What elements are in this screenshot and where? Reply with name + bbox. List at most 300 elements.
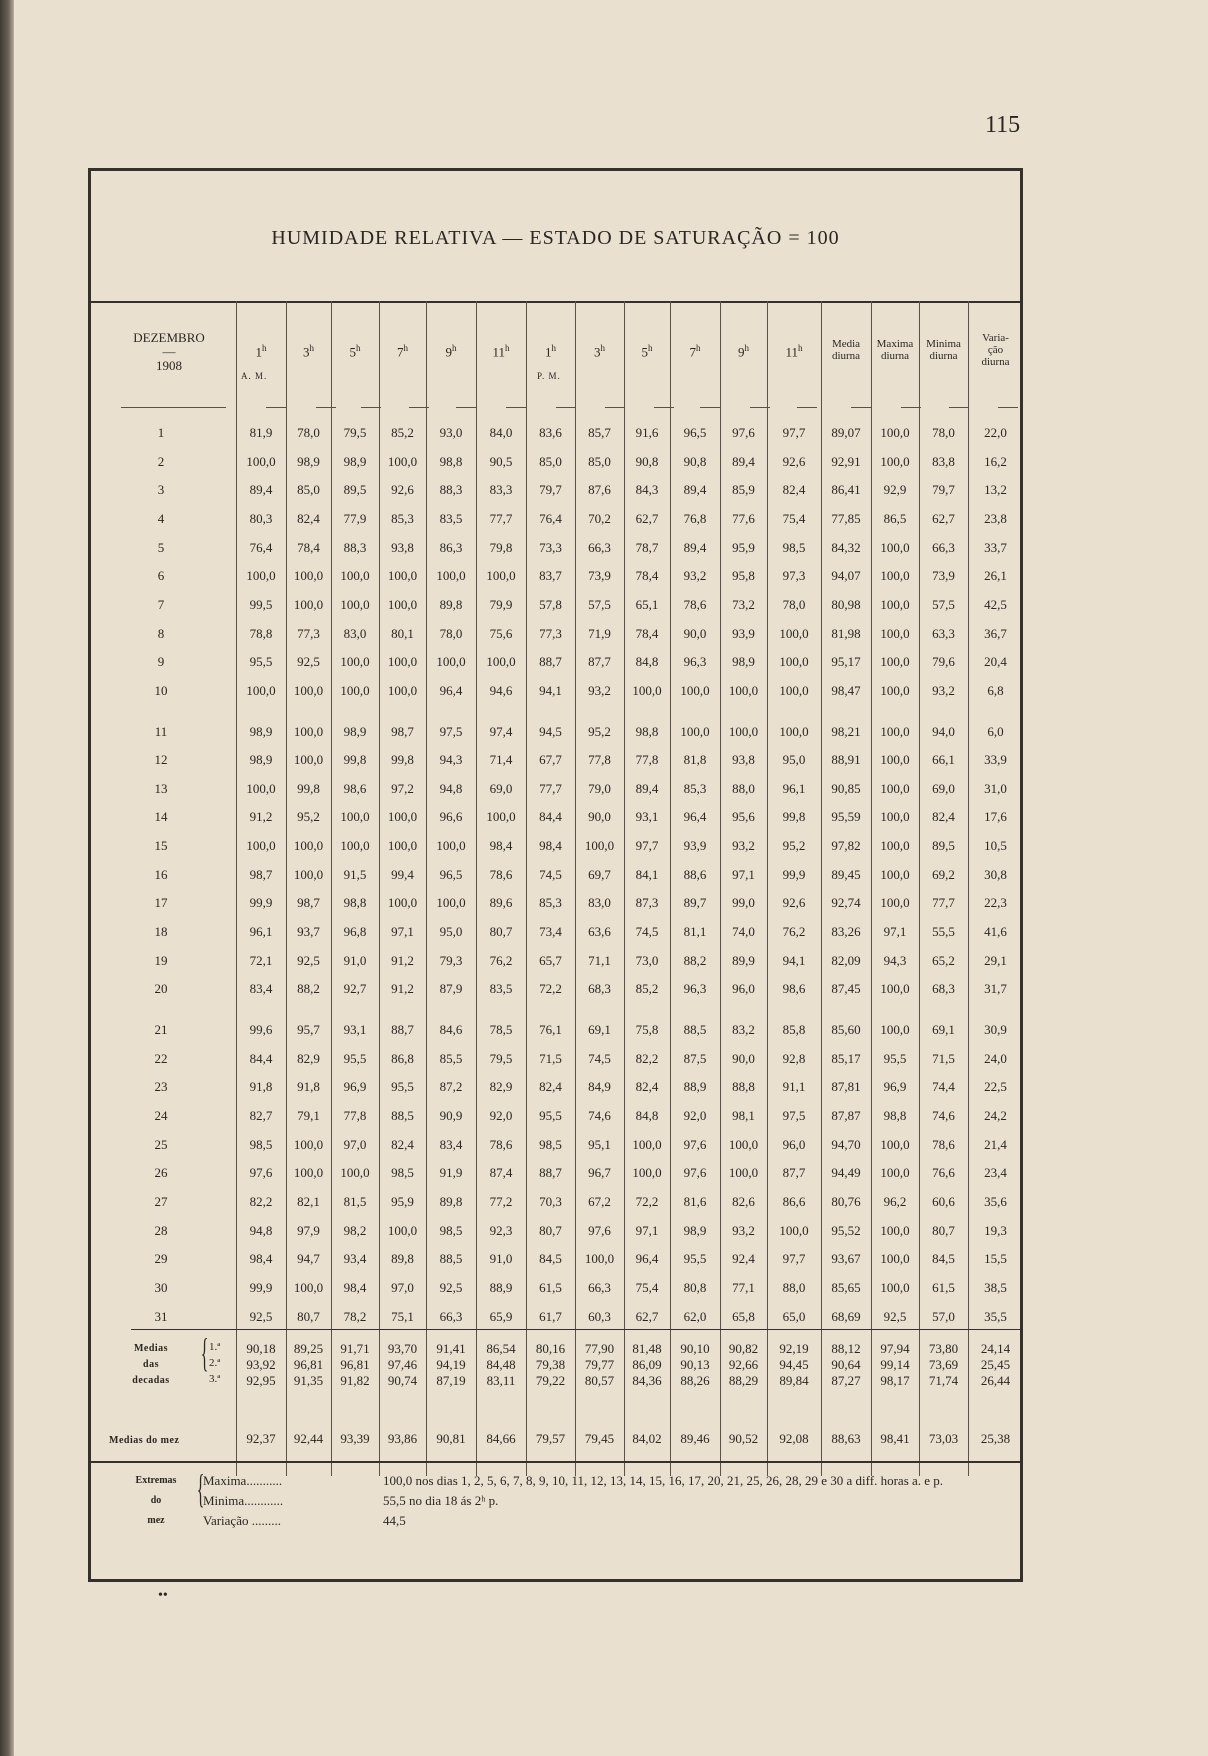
table-cell: 100,0 <box>880 425 910 440</box>
decade-cell: 93,70 <box>387 1341 418 1356</box>
header-underline <box>605 407 625 408</box>
table-cell: 15,5 <box>984 1251 1007 1267</box>
table-cell: 83,3 <box>489 482 513 498</box>
table-cell: 89,8 <box>439 1193 463 1209</box>
decade-cell: 88,12 <box>831 1341 861 1356</box>
column-rule <box>624 301 625 1476</box>
table-cell: 100,0 <box>880 1136 910 1152</box>
table-cell: 90,5 <box>489 453 513 469</box>
header-underline <box>654 407 674 408</box>
table-cell: 69,1 <box>932 1022 955 1037</box>
table-cell: 22,5 <box>984 1079 1007 1095</box>
table-cell: 99,8 <box>782 809 806 825</box>
table-cell: 92,5 <box>297 952 320 968</box>
table-cell: 88,9 <box>683 1079 707 1095</box>
table-cell: 100,0 <box>293 723 324 739</box>
day-number: 9 <box>157 654 165 670</box>
table-cell: 93,2 <box>588 682 611 698</box>
table-cell: 76,4 <box>539 510 562 526</box>
table-cell: 98,7 <box>297 895 320 911</box>
hour-header <box>331 341 379 359</box>
table-cell: 17,6 <box>984 809 1007 825</box>
table-cell: 100,0 <box>880 780 910 796</box>
day-number: 25 <box>154 1136 168 1152</box>
table-cell: 93,0 <box>439 425 463 440</box>
header-underline <box>797 407 817 408</box>
table-cell: 86,3 <box>439 539 463 555</box>
table-cell: 90,0 <box>588 809 611 825</box>
table-cell: 68,69 <box>831 1308 861 1324</box>
decade-cell: 90,82 <box>728 1341 759 1356</box>
decade-cell: 26,44 <box>980 1373 1011 1388</box>
table-cell: 100,0 <box>880 625 910 641</box>
table-cell: 98,21 <box>831 723 861 739</box>
table-cell: 85,17 <box>831 1050 861 1066</box>
table-cell: 86,8 <box>391 1050 414 1066</box>
decades-label: Medias <box>133 1343 169 1354</box>
table-cell: 74,5 <box>588 1050 611 1066</box>
table-cell: 98,5 <box>439 1222 463 1238</box>
column-rule <box>331 301 332 1476</box>
table-cell: 63,3 <box>932 625 955 641</box>
table-cell: 73,4 <box>539 924 562 940</box>
table-cell: 97,4 <box>489 723 513 739</box>
table-cell: 78,6 <box>932 1136 955 1152</box>
table-cell: 94,7 <box>297 1251 320 1267</box>
table-cell: 100,0 <box>293 1165 324 1181</box>
table-cell: 95,7 <box>297 1022 320 1037</box>
table-cell: 91,1 <box>782 1079 806 1095</box>
table-cell: 75,1 <box>391 1308 414 1324</box>
table-cell: 23,8 <box>984 510 1007 526</box>
table-cell: 93,2 <box>683 568 707 584</box>
table-cell: 81,6 <box>683 1193 707 1209</box>
column-rule <box>767 301 768 1476</box>
table-cell: 100,0 <box>387 1222 418 1238</box>
table-cell: 80,1 <box>391 625 414 641</box>
table-cell: 95,17 <box>831 654 861 670</box>
table-cell: 97,6 <box>683 1136 707 1152</box>
hour-number: 7 <box>689 344 696 360</box>
maxima-header-line: Maxima <box>876 338 914 350</box>
header-underline <box>121 407 226 408</box>
pm-label: P. M. <box>537 371 561 381</box>
table-cell: 100,0 <box>246 838 276 854</box>
decade-cell: 88,26 <box>680 1373 710 1388</box>
decade-cell: 77,90 <box>584 1341 615 1356</box>
table-cell: 87,7 <box>588 654 611 670</box>
table-cell: 85,3 <box>539 895 562 911</box>
decades-label: das <box>143 1359 159 1370</box>
table-cell: 74,6 <box>932 1107 955 1123</box>
table-cell: 6,8 <box>987 682 1004 698</box>
decade-cell: 91,35 <box>293 1373 324 1388</box>
table-cell: 90,8 <box>683 453 707 469</box>
table-cell: 67,2 <box>588 1193 611 1209</box>
table-cell: 89,4 <box>732 453 755 469</box>
header-underline <box>361 407 381 408</box>
table-cell: 77,8 <box>588 752 611 768</box>
table-cell: 98,4 <box>343 1279 367 1295</box>
maxima-header-line: diurna <box>880 350 910 362</box>
table-cell: 91,8 <box>249 1079 273 1095</box>
table-cell: 65,2 <box>932 952 955 968</box>
table-cell: 79,5 <box>343 425 367 440</box>
hour-number: 3 <box>303 344 310 360</box>
hour-header <box>575 341 624 359</box>
table-cell: 72,2 <box>539 981 562 997</box>
table-cell: 79,8 <box>489 539 513 555</box>
table-cell: 97,7 <box>782 425 806 440</box>
table-cell: 78,4 <box>635 568 659 584</box>
table-cell: 89,45 <box>831 866 861 882</box>
table-cell: 84,5 <box>932 1251 955 1267</box>
table-cell: 98,9 <box>343 723 367 739</box>
table-cell: 87,45 <box>831 981 861 997</box>
table-cell: 93,9 <box>732 625 755 641</box>
table-cell: 100,0 <box>779 654 809 670</box>
table-cell: 66,3 <box>439 1308 463 1324</box>
summary-top-rule <box>131 1329 1021 1330</box>
table-cell: 63,6 <box>588 924 611 940</box>
table-cell: 98,8 <box>439 453 463 469</box>
decade-number: 3.ª <box>209 1373 221 1385</box>
header-underline <box>316 407 336 408</box>
media-header-line: diurna <box>831 350 861 362</box>
year-label: 1908 <box>156 358 182 373</box>
decade-cell: 93,92 <box>246 1357 276 1372</box>
table-cell: 100,0 <box>779 682 809 698</box>
day-number: 28 <box>154 1222 168 1238</box>
table-cell: 97,9 <box>297 1222 320 1238</box>
table-cell: 99,8 <box>297 780 320 796</box>
table-cell: 78,4 <box>635 625 659 641</box>
table-cell: 87,7 <box>782 1165 806 1181</box>
day-number: 26 <box>154 1165 168 1181</box>
table-cell: 100,0 <box>486 568 516 584</box>
table-cell: 92,6 <box>782 453 806 469</box>
hour-number: 3 <box>594 344 601 360</box>
day-number: 8 <box>157 625 165 641</box>
table-cell: 100,0 <box>584 838 615 854</box>
table-cell: 79,1 <box>297 1107 320 1123</box>
month-mean-cell: 92,08 <box>779 1431 809 1446</box>
table-cell: 85,0 <box>297 482 320 498</box>
table-cell: 84,3 <box>635 482 659 498</box>
table-cell: 89,7 <box>683 895 707 911</box>
table-cell: 85,2 <box>635 981 659 997</box>
table-cell: 98,4 <box>249 1251 273 1267</box>
day-number: 7 <box>157 596 165 612</box>
table-cell: 88,2 <box>297 981 320 997</box>
table-cell: 78,0 <box>782 596 806 612</box>
table-cell: 31,0 <box>984 780 1007 796</box>
decade-cell: 80,57 <box>584 1373 615 1388</box>
column-rule <box>379 301 380 1476</box>
hour-number: 11 <box>492 344 506 360</box>
table-cell: 84,4 <box>249 1050 273 1066</box>
day-number: 27 <box>154 1193 168 1209</box>
table-cell: 85,3 <box>683 780 707 796</box>
table-cell: 66,3 <box>932 539 955 555</box>
table-cell: 83,4 <box>439 1136 463 1152</box>
table-cell: 87,4 <box>489 1165 513 1181</box>
table-cell: 94,3 <box>883 952 907 968</box>
table-cell: 100,0 <box>387 453 418 469</box>
table-cell: 98,1 <box>732 1107 755 1123</box>
variacao-header-line: Varia- <box>982 332 1009 344</box>
table-cell: 57,5 <box>932 596 955 612</box>
day-number: 12 <box>154 752 168 768</box>
table-cell: 84,4 <box>539 809 562 825</box>
table-cell: 100,0 <box>880 809 910 825</box>
table-cell: 62,0 <box>683 1308 707 1324</box>
table-cell: 77,1 <box>732 1279 755 1295</box>
table-cell: 98,9 <box>343 453 367 469</box>
extremes-label: mez <box>147 1515 165 1526</box>
table-cell: 97,6 <box>732 425 755 440</box>
table-cell: 96,5 <box>439 866 463 882</box>
decade-cell: 98,17 <box>880 1373 910 1388</box>
table-cell: 71,9 <box>588 625 611 641</box>
month-mean-cell: 93,39 <box>340 1431 370 1446</box>
decade-cell: 73,80 <box>928 1341 959 1356</box>
table-cell: 78,0 <box>439 625 463 641</box>
table-cell: 99,5 <box>249 596 273 612</box>
decade-cell: 96,81 <box>293 1357 324 1372</box>
table-cell: 91,2 <box>391 952 414 968</box>
table-cell: 100,0 <box>246 568 276 584</box>
table-cell: 98,5 <box>249 1136 273 1152</box>
table-cell: 100,0 <box>387 682 418 698</box>
table-cell: 100,0 <box>387 654 418 670</box>
table-cell: 96,4 <box>635 1251 659 1267</box>
table-cell: 99,9 <box>249 895 273 911</box>
table-cell: 80,7 <box>539 1222 562 1238</box>
decade-number: 2.ª <box>209 1357 221 1369</box>
table-cell: 100,0 <box>680 682 710 698</box>
table-cell: 82,4 <box>932 809 955 825</box>
month-mean-cell: 84,02 <box>632 1431 662 1446</box>
table-cell: 68,3 <box>588 981 611 997</box>
table-cell: 78,7 <box>635 539 659 555</box>
table-cell: 98,9 <box>249 752 273 768</box>
hour-superscript: h <box>744 343 749 353</box>
table-cell: 98,6 <box>782 981 806 997</box>
table-cell: 79,7 <box>539 482 562 498</box>
decade-cell: 79,38 <box>535 1357 566 1372</box>
decades-label: decadas <box>132 1375 170 1386</box>
extremes-top-rule <box>91 1461 1020 1463</box>
table-cell: 89,8 <box>391 1251 414 1267</box>
extreme-name: Maxima........... <box>203 1473 283 1488</box>
table-cell: 100,0 <box>387 895 418 911</box>
table-cell: 79,6 <box>932 654 955 670</box>
table-cell: 100,0 <box>632 1165 662 1181</box>
day-number: 1 <box>157 425 165 440</box>
table-cell: 92,5 <box>439 1279 463 1295</box>
table-cell: 100,0 <box>584 1251 615 1267</box>
table-cell: 98,9 <box>249 723 273 739</box>
hour-header <box>426 341 476 359</box>
table-cell: 93,1 <box>343 1022 367 1037</box>
table-cell: 90,0 <box>683 625 707 641</box>
table-cell: 97,7 <box>782 1251 806 1267</box>
month-mean-cell: 93,86 <box>387 1431 418 1446</box>
table-cell: 87,87 <box>831 1107 861 1123</box>
table-cell: 95,0 <box>439 924 463 940</box>
table-title: HUMIDADE RELATIVA — ESTADO DE SATURAÇÃO = 100 <box>271 227 840 249</box>
table-cell: 79,7 <box>932 482 955 498</box>
hour-superscript: h <box>262 343 267 353</box>
table-cell: 21,4 <box>984 1136 1007 1152</box>
table-cell: 90,8 <box>635 453 659 469</box>
table-cell: 98,6 <box>343 780 367 796</box>
table-cell: 93,2 <box>732 838 755 854</box>
table-cell: 65,1 <box>635 596 659 612</box>
am-label: A. M. <box>241 371 268 381</box>
table-cell: 62,7 <box>932 510 955 526</box>
table-cell: 100,0 <box>880 568 910 584</box>
table-cell: 92,0 <box>489 1107 513 1123</box>
table-cell: 83,0 <box>343 625 367 641</box>
decade-cell: 99,14 <box>880 1357 910 1372</box>
table-cell: 94,1 <box>782 952 806 968</box>
table-cell: 82,4 <box>635 1079 659 1095</box>
table-cell: 78,0 <box>297 425 320 440</box>
hour-header <box>670 341 720 359</box>
table-cell: 78,4 <box>297 539 320 555</box>
table-cell: 100,0 <box>486 809 516 825</box>
table-cell: 77,3 <box>297 625 320 641</box>
table-cell: 76,8 <box>683 510 707 526</box>
header-underline <box>409 407 429 408</box>
table-cell: 100,0 <box>387 596 418 612</box>
table-cell: 76,2 <box>782 924 806 940</box>
decade-cell: 96,81 <box>340 1357 370 1372</box>
table-cell: 100,0 <box>340 809 370 825</box>
minima-header-line: Minima <box>926 338 961 350</box>
table-cell: 98,9 <box>297 453 320 469</box>
table-cell: 89,4 <box>635 780 659 796</box>
table-cell: 93,2 <box>932 682 955 698</box>
table-cell: 82,4 <box>539 1079 562 1095</box>
table-cell: 97,1 <box>391 924 414 940</box>
table-cell: 83,2 <box>732 1022 755 1037</box>
month-dash: — <box>162 344 176 359</box>
table-cell: 70,2 <box>588 510 611 526</box>
table-cell: 73,2 <box>732 596 755 612</box>
table-cell: 79,5 <box>489 1050 513 1066</box>
table-cell: 19,3 <box>984 1222 1007 1238</box>
decades-brace: { <box>200 1330 209 1375</box>
table-cell: 66,1 <box>932 752 955 768</box>
table-cell: 57,0 <box>932 1308 955 1324</box>
table-cell: 100,0 <box>387 838 418 854</box>
decade-cell: 79,22 <box>535 1373 566 1388</box>
table-cell: 89,5 <box>343 482 367 498</box>
table-cell: 83,6 <box>539 425 562 440</box>
table-cell: 82,9 <box>297 1050 320 1066</box>
table-cell: 97,3 <box>782 568 806 584</box>
table-cell: 89,6 <box>489 895 513 911</box>
table-cell: 100,0 <box>728 1136 759 1152</box>
variacao-header-line: diurna <box>981 356 1010 368</box>
table-cell: 92,74 <box>831 895 861 911</box>
table-cell: 99,8 <box>343 752 367 768</box>
hour-superscript: h <box>648 343 653 353</box>
table-cell: 94,49 <box>831 1165 861 1181</box>
decade-cell: 79,77 <box>584 1357 615 1372</box>
table-cell: 85,60 <box>831 1022 861 1037</box>
table-cell: 35,6 <box>984 1193 1007 1209</box>
hour-superscript: h <box>551 343 556 353</box>
decade-cell: 84,48 <box>486 1357 516 1372</box>
table-cell: 71,5 <box>539 1050 562 1066</box>
table-cell: 29,1 <box>984 952 1007 968</box>
table-cell: 98,8 <box>635 723 659 739</box>
decade-cell: 25,45 <box>980 1357 1011 1372</box>
table-cell: 100,0 <box>880 866 910 882</box>
table-cell: 100,0 <box>293 596 324 612</box>
table-cell: 92,5 <box>249 1308 273 1324</box>
header-underline <box>998 407 1018 408</box>
table-cell: 95,59 <box>831 809 861 825</box>
table-cell: 92,4 <box>732 1251 755 1267</box>
table-cell: 84,8 <box>635 1107 659 1123</box>
table-cell: 88,3 <box>439 482 463 498</box>
column-rule <box>476 301 477 1476</box>
table-cell: 98,2 <box>343 1222 367 1238</box>
table-cell: 74,4 <box>932 1079 955 1095</box>
table-cell: 73,9 <box>588 568 611 584</box>
day-number: 22 <box>154 1050 168 1066</box>
table-cell: 74,6 <box>588 1107 611 1123</box>
table-cell: 95,2 <box>297 809 320 825</box>
table-cell: 85,0 <box>588 453 611 469</box>
table-cell: 96,6 <box>439 809 463 825</box>
hour-superscript: h <box>452 343 457 353</box>
month-mean-cell: 84,66 <box>486 1431 516 1446</box>
table-cell: 79,0 <box>588 780 611 796</box>
extremes-brace: { <box>196 1466 205 1511</box>
table-cell: 91,5 <box>343 866 367 882</box>
table-cell: 90,9 <box>439 1107 463 1123</box>
month-mean-cell: 89,46 <box>680 1431 710 1446</box>
table-cell: 100,0 <box>779 625 809 641</box>
table-cell: 96,0 <box>732 981 755 997</box>
table-cell: 99,0 <box>732 895 755 911</box>
table-cell: 100,0 <box>340 1165 370 1181</box>
decade-cell: 91,82 <box>340 1373 370 1388</box>
table-cell: 98,4 <box>539 838 562 854</box>
table-cell: 88,7 <box>391 1022 414 1037</box>
hour-superscript: h <box>356 343 361 353</box>
table-cell: 91,9 <box>439 1165 463 1181</box>
table-cell: 84,6 <box>439 1022 463 1037</box>
table-cell: 95,5 <box>883 1050 907 1066</box>
table-cell: 84,8 <box>635 654 659 670</box>
table-cell: 84,1 <box>635 866 659 882</box>
table-cell: 100,0 <box>340 654 370 670</box>
column-rule <box>871 301 872 1476</box>
table-cell: 77,7 <box>539 780 562 796</box>
decade-cell: 87,27 <box>831 1373 861 1388</box>
table-cell: 99,9 <box>249 1279 273 1295</box>
day-number: 24 <box>154 1107 168 1123</box>
table-cell: 91,2 <box>391 981 414 997</box>
table-cell: 80,7 <box>297 1308 320 1324</box>
